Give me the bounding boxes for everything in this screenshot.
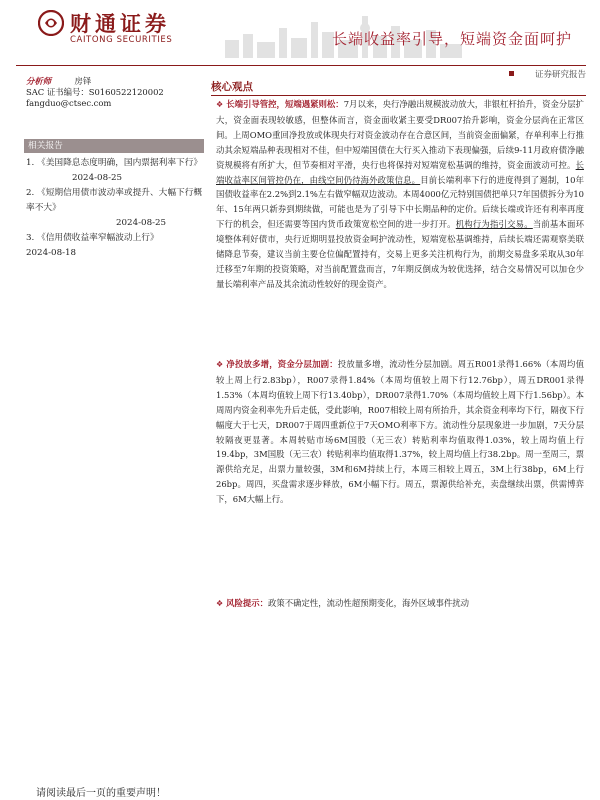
report-title: 长端收益率引导，短端资金面呵护 [331,30,572,48]
related-report-date: 2024-08-18 [26,248,77,258]
analyst-line [26,76,206,87]
core-views-divider [211,95,586,96]
analyst-role: 分析师 [26,76,52,86]
report-type-marker-icon [509,71,514,76]
related-report-date: 2024-08-25 [116,218,167,228]
related-report-date: 2024-08-25 [72,173,123,183]
core-paragraph-liquidity [216,357,584,507]
paragraph-lead: 长端引导管控，短端遇紧则松： [226,99,344,109]
logo-text: 财通证券 [70,12,170,36]
core-views-heading: 核心观点 [211,81,253,93]
paragraph-lead: 风险提示： [226,598,269,608]
related-report-title: 3. 《信用债收益率窄幅波动上行》 [26,233,159,243]
related-reports-list [26,156,206,261]
paragraph-underlined-text: 长端收益率区间管控仍在，由线空间仍待海外政策信息。 [216,159,584,185]
related-report-title: 2. 《短期信用债市波动率或提升、大幅下行概率不大》 [26,188,203,213]
paragraph-text: 7月以来，央行净融出规模波动放大，非银杠杆抬升，资金分层扩大，资金面表现较敏感，但整体而言，资金面收紧主要受DR007抬升影响，资金分层尚在正常区间。上周OMO重回净投放或体现央行对资金波动存在合意区间，当前资金面偏紧，存单利率上行推动其余短端品种表现相对不佳，但中短端国债在大行买入推动下表现偏强，后续9-11月政府债净融资规模将有所扩大，但节奏相对平滑，央行也将保持对短端宽松基调的维持，资金面波动可控。 [216,99,585,170]
paragraph-text: 投放量多增，流动性分层加剧。周五R001录得1.66%（本周均值较上周上行2.83bp），R007录得1.84%（本周均值较上周下行12.76bp），周五DR001录得1.53%（本周均值较上周下行13.40bp），DR007录得1.70%（本周均值较上周下行1.56bp）。本周周内资金利率先升后走低，受此影响，R007相较上周有所抬升，其余资金利率均下行，隔夜下行幅度大于七天，DR007于周四重新位于7天OMO利率下方。流动性分层现象进一步加剧，7天分层较隔夜更显著。本周转贴市场6M国股（无三农）转贴利率均值取得1.03%，较上周均值上行19.4bp，3M国股（无三农）转贴利率均值取得1.37%，较上周均值上行38.2bp。周一至周三，票源供给充足，出票力量较强，3M和6M持续上行，本周三相较上周五，3M上行38bp，6M上行26bp。周四，买盘需求逐步释放，6M小幅下行。周五，票源供给补充，卖盘继续出票，供需博弈下，6M大幅上行。 [216,359,585,505]
paragraph-underlined-text: 机构行为指引交易。 [455,219,533,230]
related-report-title: 1. 《美国降息态度明确，国内票据利率下行》 [26,158,203,168]
logo-english-text: CAITONG SECURITIES [70,35,173,45]
related-report-item[interactable] [26,186,206,231]
page-header [0,0,600,60]
paragraph-text: 政策不确定性，流动性超预期变化，海外区域事件扰动 [268,598,470,608]
footer-disclaimer-note: 请阅读最后一页的重要声明！ [36,788,166,799]
analyst-email[interactable]: fangduo@ctsec.com [26,98,112,108]
caitong-logo-icon [38,10,64,36]
header-divider [16,65,586,66]
diamond-bullet-icon: ❖ [216,100,224,109]
diamond-bullet-icon: ❖ [216,599,224,608]
related-report-item[interactable] [26,231,206,261]
related-reports-heading: 相关报告 [24,139,204,153]
core-paragraph-risk [216,596,584,612]
diamond-bullet-icon: ❖ [216,360,224,369]
core-paragraph-rates [216,97,584,292]
analyst-cert: SAC 证书编号：S0160522120002 [26,87,164,97]
analyst-name: 房铎 [74,76,92,86]
related-report-item[interactable] [26,156,206,186]
paragraph-lead: 净投放多增，资金分层加剧： [226,359,338,369]
report-type-label: 证券研究报告 [534,70,586,80]
paragraph-text: 当前基本面环境整体利好债市，央行近期明显投放资金呵护流动性，短端宽松基调维持，后续长端还需观察美联储降息节奏，建议当前主要仓位偏配置持有，交易上更多关注机构行为，前期交易盘多采取从30年迁移至7年期的投资策略，对当前配置盘而言，7年期反倒成为较优选择，结合交易情况可以加仓少量长端利率产品及其余流动性较好的现金资产。 [216,219,584,289]
paragraph-text: 目前长端利率下行的进度得到了遏制，10年国债收益率在2.2%到2.1%左右做窄幅双边波动。本周4000亿元特别国债把单只7年国债拆分为10年、15年两只新券到期续做，可能也是为了引导下中长期品种的定价。后续长端或许还有利率再度下行的机会，但还需要等国内货币政策宽松空间的进一步打开。 [216,174,585,230]
analyst-info [26,76,206,109]
